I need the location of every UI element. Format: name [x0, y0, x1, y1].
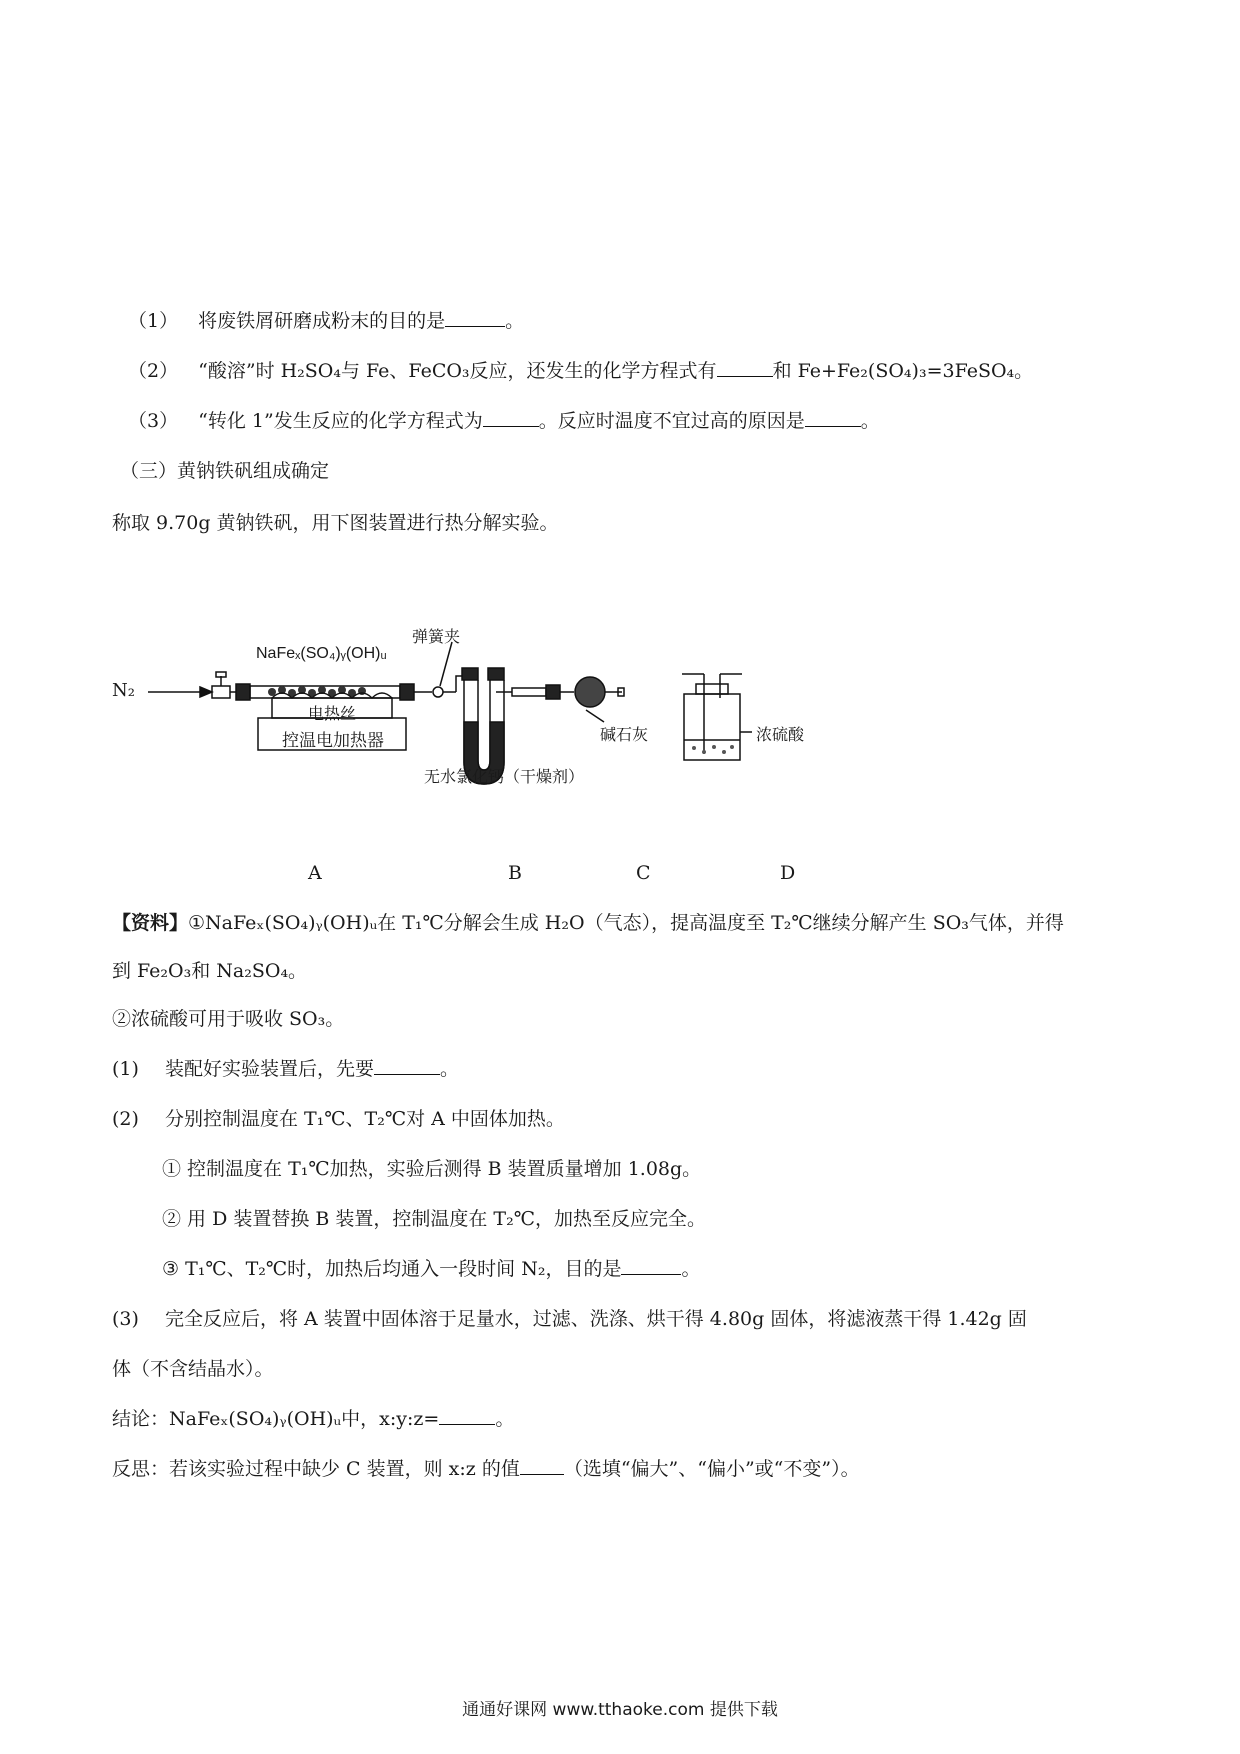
q-num: (2): [112, 1108, 139, 1130]
q-end: 。: [495, 1408, 515, 1430]
q-text: “酸溶”时 H₂SO₄与 Fe、FeCO₃反应，还发生的化学方程式有: [198, 360, 717, 382]
info-text: ①NaFeₓ(SO₄)ᵧ(OH)ᵤ在 T₁℃分解会生成 H₂O（气态），提高温度至 T₂℃继续分解产生 SO₃气体，并得: [188, 912, 1064, 934]
info-line-1: [112, 910, 1064, 936]
label-c: C: [636, 862, 651, 884]
q-num: (3): [112, 1308, 139, 1330]
formula-label: NaFeₓ(SO₄)ᵧ(OH)ᵤ: [256, 645, 387, 662]
q-text: 完全反应后，将 A 装置中固体溶于足量水，过滤、洗涤、烘干得 4.80g 固体，将滤液蒸干得 1.42g 固: [164, 1308, 1027, 1330]
p3-question-2: [112, 1106, 565, 1132]
answer-blank: [374, 1056, 440, 1075]
n2-label: N₂: [112, 680, 135, 701]
p3-question-3: [112, 1306, 1027, 1332]
q-text-cont: 。反应时温度不宜过高的原因是: [538, 410, 805, 432]
answer-blank: [445, 308, 505, 327]
apparatus-diagram: [112, 612, 932, 822]
question-2: [128, 358, 1033, 384]
footer: 通通好课网 www.tthaoke.com 提供下载: [462, 1700, 778, 1720]
answer-blank: [621, 1256, 681, 1275]
q-num: （1）: [128, 310, 179, 332]
q-num: （2）: [128, 360, 179, 382]
label-d: D: [780, 862, 796, 884]
reflection-options: （选填“偏大”、“偏小”或“不变”）。: [563, 1458, 860, 1480]
q-end: 。: [439, 1058, 459, 1080]
reflection: [112, 1456, 860, 1482]
answer-blank: [439, 1406, 495, 1425]
answer-blank: [520, 1456, 564, 1475]
answer-blank: [717, 358, 773, 377]
p3-question-1: [112, 1056, 459, 1082]
q-end: 。: [505, 310, 525, 332]
label-a: A: [308, 862, 322, 884]
heater-label: 控温电加热器: [282, 731, 384, 751]
acid-label: 浓硫酸: [756, 725, 805, 744]
question-1: [128, 308, 524, 334]
wire-label: 电热丝: [308, 704, 357, 723]
section-title: （三）黄钠铁矾组成确定: [120, 460, 330, 482]
q-num: (1): [112, 1058, 139, 1080]
conclusion-text: 结论：NaFeₓ(SO₄)ᵧ(OH)ᵤ中，x:y:z=: [112, 1408, 440, 1430]
p3-step-1: ① 控制温度在 T₁℃加热，实验后测得 B 装置质量增加 1.08g。: [162, 1158, 702, 1180]
intro-text: 称取 9.70g 黄钠铁矾，用下图装置进行热分解实验。: [112, 512, 559, 534]
q-text: 装配好实验装置后，先要: [164, 1058, 374, 1080]
info-tag: 【资料】: [112, 912, 189, 934]
clip-label: 弹簧夹: [412, 627, 461, 646]
step-text: ③ T₁℃、T₂℃时，加热后均通入一段时间 N₂，目的是: [162, 1258, 622, 1280]
conclusion: [112, 1406, 514, 1432]
p3-question-3-cont: 体（不含结晶水）。: [112, 1358, 274, 1380]
reflection-text: 反思：若该实验过程中缺少 C 装置，则 x:z 的值: [112, 1458, 520, 1480]
info-line-2: 到 Fe₂O₃和 Na₂SO₄。: [112, 960, 308, 982]
q-text-cont: 和 Fe+Fe₂(SO₄)₃=3FeSO₄。: [772, 360, 1034, 382]
q-end: 。: [860, 410, 880, 432]
q-text: “转化 1”发生反应的化学方程式为: [198, 410, 483, 432]
q-text: 将废铁屑研磨成粉末的目的是: [198, 310, 446, 332]
question-3: [128, 408, 880, 434]
p3-step-3: [162, 1256, 700, 1282]
p3-step-2: ② 用 D 装置替换 B 装置，控制温度在 T₂℃，加热至反应完全。: [162, 1208, 706, 1230]
label-b: B: [508, 862, 522, 884]
desiccant-label: 无水氯化钙（干燥剂）: [424, 767, 585, 786]
soda-lime-label: 碱石灰: [600, 725, 649, 744]
answer-blank: [805, 408, 861, 427]
apparatus-figure: [112, 612, 932, 826]
q-end: 。: [681, 1258, 701, 1280]
q-text: 分别控制温度在 T₁℃、T₂℃对 A 中固体加热。: [164, 1108, 565, 1130]
answer-blank: [483, 408, 539, 427]
q-num: （3）: [128, 410, 179, 432]
info-line-3: ②浓硫酸可用于吸收 SO₃。: [112, 1008, 345, 1030]
